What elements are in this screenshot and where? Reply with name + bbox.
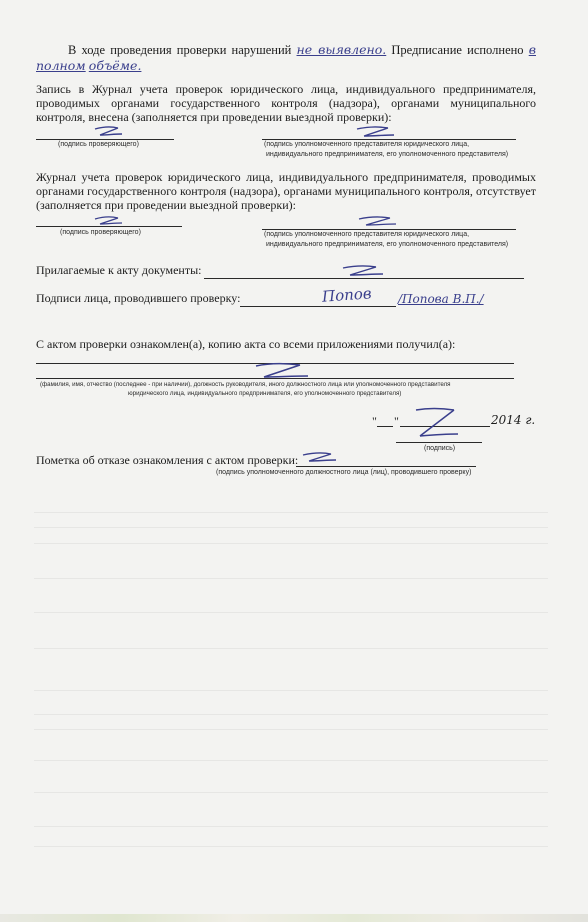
refusal-label: Пометка об отказе ознакомления с актом проверки: — [36, 453, 299, 467]
inspector-signature-label: Подписи лица, проводившего проверку: — [36, 291, 241, 305]
intro-paragraph — [36, 42, 536, 74]
acknowledgement-label: С актом проверки ознакомлен(а), копию акта со всеми приложениями получил(а): — [36, 337, 456, 351]
bottom-edge-strip — [0, 914, 588, 922]
intro-scope-fill-2: объёме. — [88, 58, 142, 73]
attachments-label: Прилагаемые к акту документы: — [36, 263, 202, 277]
inspector-caption-1: (подпись проверяющего) — [58, 141, 139, 148]
representative-caption-2a: (подпись уполномоченного представителя юридического лица, — [264, 231, 470, 238]
representative-caption-1b: индивидуального предпринимателя, его уполномоченного представителя) — [266, 151, 509, 158]
dash-mark-inspector-2 — [92, 214, 126, 228]
date-quote-open: " — [372, 414, 377, 428]
intro-lead: В ходе проведения проверки нарушений — [68, 43, 292, 57]
refusal-caption: (подпись уполномоченного должностного лица (лиц), проводившего проверку) — [216, 469, 472, 476]
dash-mark-inspector-1 — [92, 124, 126, 140]
journal-entry-text: Запись в Журнал учета проверок юридического лица, индивидуального предпринимателя, проводимых органами государственного контроля (надзора), органами муниципального контроля, внесена (заполняется при проведении выездной проверки): — [36, 82, 536, 124]
intro-violations-fill: не выявлено. — [296, 42, 387, 57]
dash-mark-refusal — [300, 449, 340, 467]
inspector-signature-line — [240, 306, 396, 307]
dash-mark-acknowledgement — [252, 360, 312, 384]
acknowledgement-caption-1: (фамилия, имя, отчество (последнее - при наличии), должность руководителя, иного должностного лица или уполномоченного представителя — [40, 381, 451, 388]
dash-mark-representative-1 — [354, 124, 398, 142]
intro-scope-fill-1: в полном — [36, 42, 536, 73]
dash-mark-attachments — [340, 262, 386, 280]
inspector-handwritten-signature: Попов — [321, 284, 373, 306]
dash-mark-date — [410, 404, 462, 444]
intro-mid: Предписание исполнено — [391, 43, 524, 57]
acknowledgement-caption-2: юридического лица, индивидуального предпринимателя, его уполномоченного представителя) — [128, 390, 402, 397]
dash-mark-representative-2 — [356, 214, 400, 230]
inspector-name: /Попова В.П./ — [398, 292, 484, 306]
representative-caption-1a: (подпись уполномоченного представителя юридического лица, — [264, 141, 470, 148]
date-day-line — [377, 426, 393, 427]
representative-caption-2b: индивидуального предпринимателя, его уполномоченного представителя) — [266, 241, 509, 248]
acknowledgement-signature-caption: (подпись) — [424, 445, 456, 452]
inspector-caption-2: (подпись проверяющего) — [60, 229, 141, 236]
date-year: 2014 г. — [491, 413, 536, 427]
date-quote-close: " — [394, 414, 399, 428]
journal-absent-text: Журнал учета проверок юридического лица, индивидуального предпринимателя, проводимых органами государственного контроля (надзора), органами муниципального контроля, отсутствует (заполняется при проведении выездной проверки): — [36, 170, 536, 212]
